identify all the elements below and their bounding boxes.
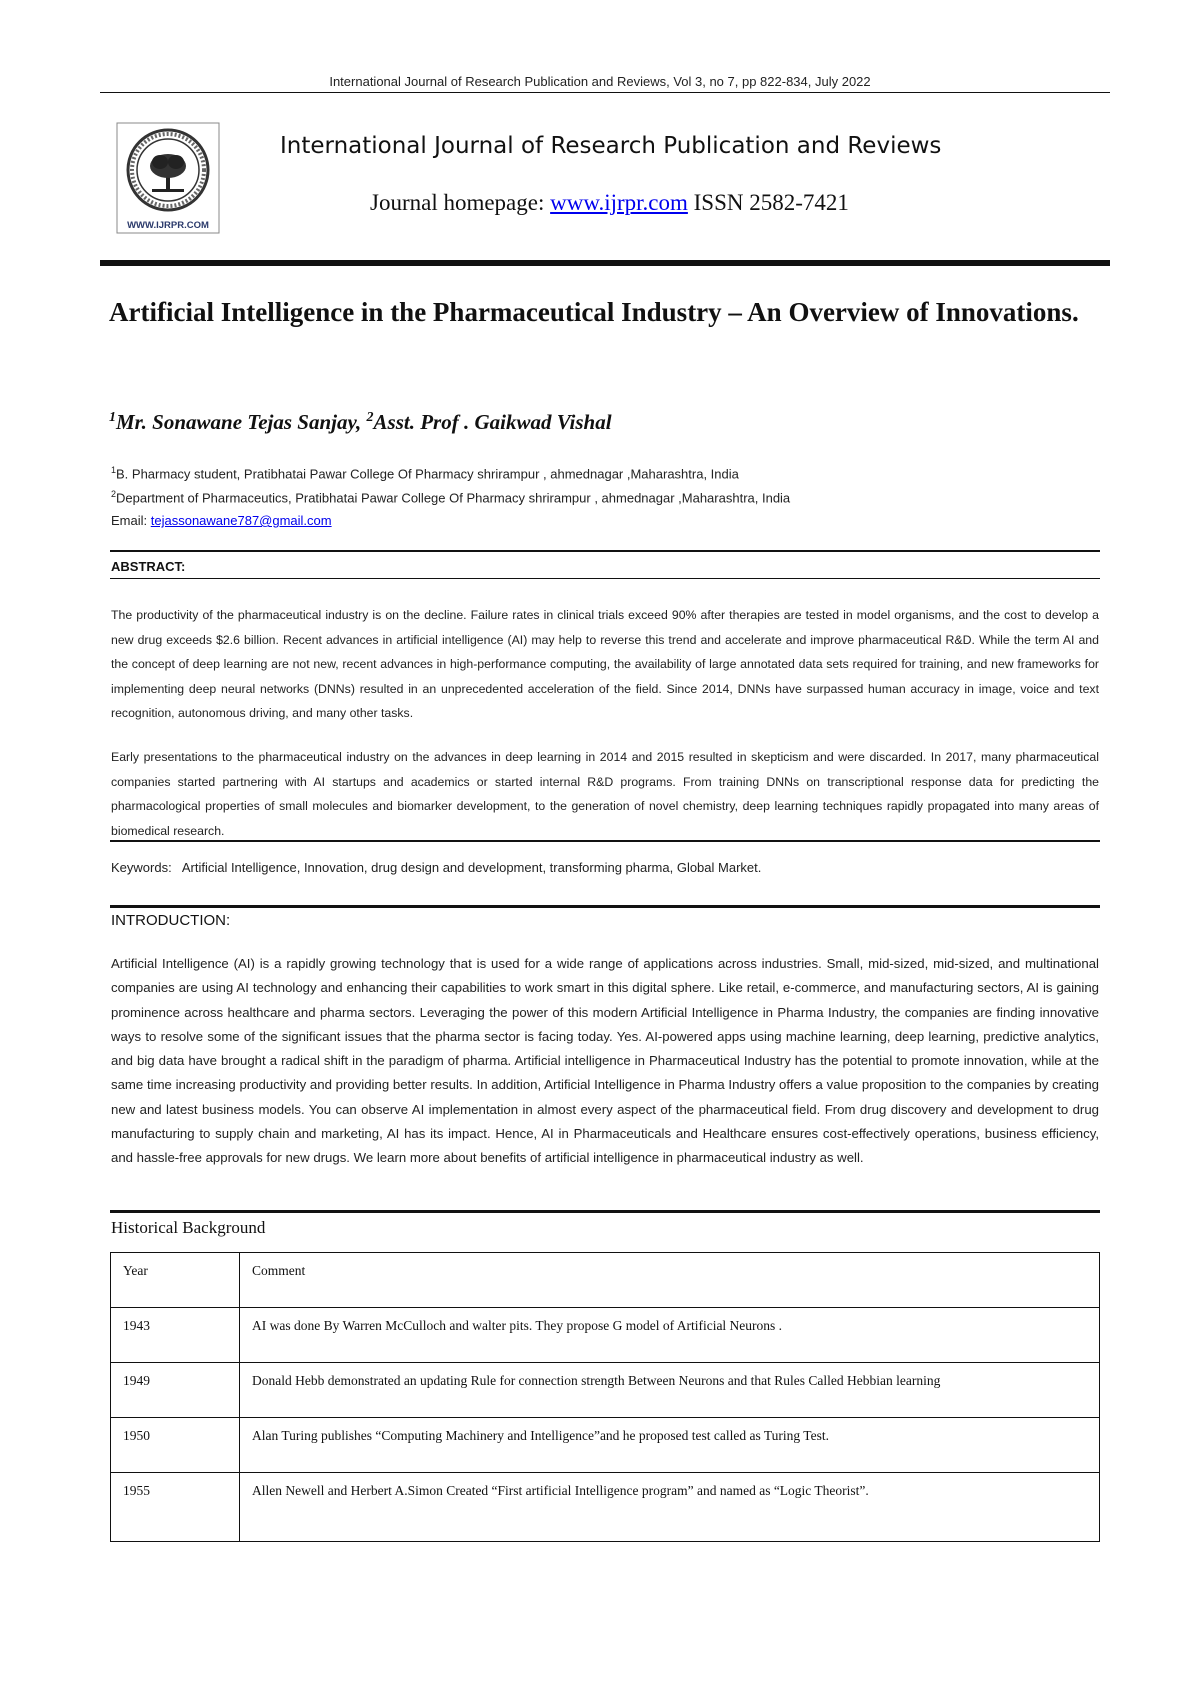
keywords-line [111,860,761,875]
article-title: Artificial Intelligence in the Pharmaceutical Industry – An Overview of Innovations. [109,297,1079,327]
logo-url-text: WWW.IJRPR.COM [127,220,209,231]
table-row [111,1308,1100,1363]
table-cell-comment: Alan Turing publishes “Computing Machinery and Intelligence”and he proposed test called as Turing Test. [240,1418,1100,1473]
table-header-comment: Comment [240,1253,1100,1308]
table-row [111,1418,1100,1473]
introduction-paragraph: Artificial Intelligence (AI) is a rapidly growing technology that is used for a wide range of applications across industries. Small, mid-sized, mid-sized, and multinational companies are using AI technology and enhancing their capabilities to work smart in this digital sphere. Like retail, e-commerce, and manufacturing sectors, AI is gaining prominence across healthcare and pharma sectors. Leveraging the power of this modern Artificial Intelligence in Pharma Industry, the companies are finding innovative ways to resolve some of the significant issues that the pharma sector is facing today. Yes. AI-powered apps using machine learning, deep learning, predictive analytics, and big data have brought a radical shift in the paradigm of pharma. Artificial intelligence in Pharmaceutical Industry has the potential to promote innovation, while at the same time increasing productivity and providing better results. In addition, Artificial Intelligence in Pharma Industry offers a value proposition to the companies by creating new and latest business models. You can observe AI implementation in almost every aspect of the pharmaceutical field. From drug discovery and development to drug manufacturing to supply chain and marketing, AI has its impact. Hence, AI in Pharmaceuticals and Healthcare ensures cost-effectively operations, business efficiency, and hassle-free approvals for new drugs. We learn more about benefits of artificial intelligence in pharmaceutical industry as well. [111,956,1099,1166]
table-row [111,1473,1100,1542]
history-rule [110,1210,1100,1213]
table-header-row [111,1253,1100,1308]
table-cell-comment: Allen Newell and Herbert A.Simon Created “First artificial Intelligence program” and named as “Logic Theorist”. [240,1473,1100,1542]
email-label: Email: [111,513,148,528]
table-cell-year: 1949 [111,1363,240,1418]
keywords-text: Artificial Intelligence, Innovation, drug design and development, transforming pharma, Global Market. [181,860,762,875]
table-cell-comment: Donald Hebb demonstrated an updating Rule for connection strength Between Neurons and that Rules Called Hebbian learning [240,1363,1100,1418]
author-1-sup: 1 [109,410,116,425]
author-line [109,410,612,435]
abstract-rule-bottom [110,578,1100,579]
keywords-label: Keywords: [111,860,172,875]
table-cell-year: 1950 [111,1418,240,1473]
journal-name: International Journal of Research Publication and Reviews [280,133,942,159]
affiliation-1 [111,465,739,481]
running-head: International Journal of Research Publication and Reviews, Vol 3, no 7, pp 822-834, July 2022 [329,74,871,89]
table-header-year: Year [111,1253,240,1308]
table-row [111,1363,1100,1418]
author-1-name: Mr. Sonawane Tejas Sanjay, [116,410,362,434]
abstract-paragraph-2: Early presentations to the pharmaceutical industry on the advances in deep learning in 2014 and 2015 resulted in skepticism and were discarded. In 2017, many pharmaceutical companies started partnering with AI startups and academics or started internal R&D programs. From training DNNs on transcriptional response data for predicting the pharmacological properties of small molecules and biomarker development, to the generation of novel chemistry, deep learning techniques rapidly propagated into many areas of biomedical research. [111,750,1099,838]
introduction-rule [110,905,1100,908]
table-cell-comment: AI was done By Warren McCulloch and walter pits. They propose G model of Artificial Neurons . [240,1308,1100,1363]
homepage-label: Journal homepage: [370,190,545,215]
author-2-sup: 2 [366,410,374,425]
email-link[interactable]: tejassonawane787@gmail.com [150,513,332,528]
homepage-link[interactable]: www.ijrpr.com [550,190,688,215]
affiliation-2-sup: 2 [111,489,117,499]
header-rule-thick [100,260,1110,266]
table-cell-year: 1943 [111,1308,240,1363]
affiliation-1-sup: 1 [111,465,117,475]
affiliation-1-text: B. Pharmacy student, Pratibhatai Pawar College Of Pharmacy shrirampur , ahmednagar ,Maharashtra, India [116,466,739,482]
journal-logo [116,122,220,234]
introduction-heading: INTRODUCTION: [111,912,231,929]
email-line [111,513,332,528]
table-cell-year: 1955 [111,1473,240,1542]
issn: ISSN 2582-7421 [693,190,849,215]
author-2-name: Asst. Prof . Gaikwad Vishal [373,410,612,434]
abstract-label: ABSTRACT: [111,559,186,574]
header-rule-thin [100,92,1110,93]
history-heading: Historical Background [111,1218,266,1237]
affiliation-2 [111,489,790,505]
abstract-paragraph-1: The productivity of the pharmaceutical industry is on the decline. Failure rates in clinical trials exceed 90% after therapies are tested in model organisms, and the cost to develop a new drug exceeds $2.6 billion. Recent advances in artificial intelligence (AI) may help to reverse this trend and accelerate and improve pharmaceutical R&D. While the term AI and the concept of deep learning are not new, recent advances in high-performance computing, the availability of large annotated data sets required for training, and new frameworks for implementing deep neural networks (DNNs) resulted in an unprecedented acceleration of the field. Since 2014, DNNs have surpassed human accuracy in image, voice and text recognition, autonomous driving, and many other tasks. [111,608,1099,721]
abstract-rule-top [110,550,1100,552]
keywords-rule [110,840,1100,842]
affiliation-2-text: Department of Pharmaceutics, Pratibhatai Pawar College Of Pharmacy shrirampur , ahmednagar ,Maharashtra, India [116,490,791,506]
history-table [110,1252,1100,1542]
journal-homepage-line [370,190,849,216]
